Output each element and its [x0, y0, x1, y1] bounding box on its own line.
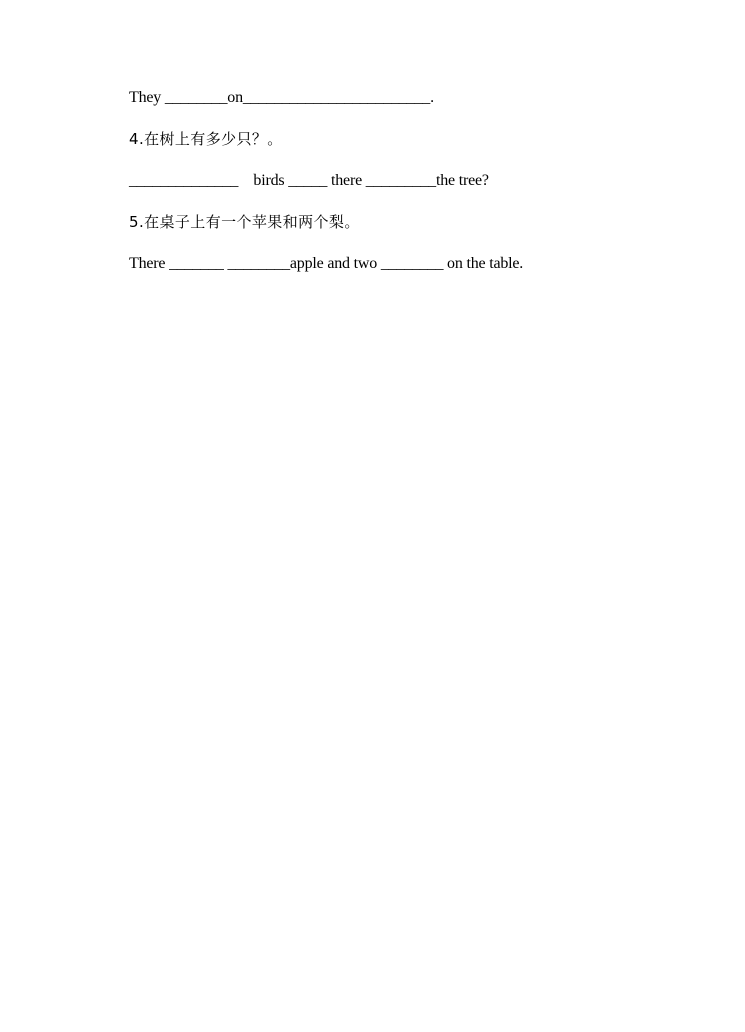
- fill-in-line-birds-tree: ______________ birds _____ there _________the tree?: [129, 172, 489, 189]
- question-5-prompt: 5.在桌子上有一个苹果和两个梨。: [129, 213, 360, 231]
- fill-in-line-apple-table: There _______ ________apple and two ________ on the table.: [129, 255, 524, 272]
- fill-in-line-they-on: They ________on________________________.: [129, 89, 434, 106]
- question-4-prompt: 4.在树上有多少只？。: [129, 130, 283, 148]
